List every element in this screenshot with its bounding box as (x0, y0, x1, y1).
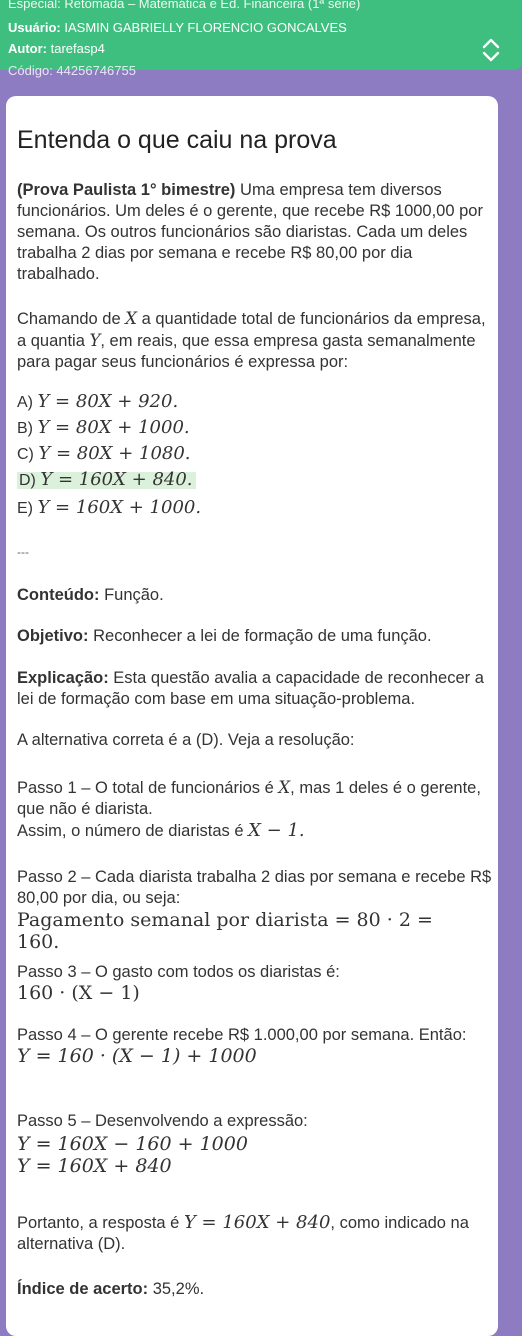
page-title: Entenda o que caiu na prova (17, 126, 337, 154)
separator: --- (17, 545, 29, 559)
option-c[interactable]: C) Y = 80X + 1080. (17, 443, 191, 464)
header-author-line (8, 41, 105, 56)
question-text: (Prova Paulista 1° bimestre) Uma empresa tem diversos funcionários. Um deles é o gerente, que recebe R$ 1000,00 por semana. Os outros funcionários são diaristas. Cada um deles trabalha 2 dias por semana e recebe R$ 80,00 por dia trabalhado. (17, 181, 483, 283)
option-b[interactable]: B) Y = 80X + 1000. (17, 417, 190, 438)
user-label: Usuário: (8, 20, 61, 35)
header-user-line (8, 20, 347, 35)
correct-answer-line: A alternativa correta é a (D). Veja a resolução: (17, 731, 355, 749)
explanation-card (6, 96, 498, 1336)
author-label: Autor: (8, 41, 47, 56)
accuracy-index: Índice de acerto: 35,2%. (17, 1280, 205, 1298)
step-3: Passo 3 – O gasto com todos os diaristas é: 160 · (X − 1) (17, 963, 340, 1004)
step-5: Passo 5 – Desenvolvendo a expressão: Y = 160X − 160 + 1000 Y = 160X + 840 (17, 1112, 308, 1177)
question-prompt: Chamando de X a quantidade total de funcionários da empresa, a quantia Y, em reais, que essa empresa gasta semanalmente para pagar seus funcionários é expressa por: (17, 309, 486, 371)
author-value: tarefasp4 (50, 41, 105, 56)
conclusion: Portanto, a resposta é Y = 160X + 840, como indicado na alternativa (D). (17, 1212, 469, 1253)
expand-collapse-icon[interactable] (480, 36, 502, 64)
option-a[interactable]: A) Y = 80X + 920. (17, 391, 179, 412)
option-e[interactable]: E) Y = 160X + 1000. (17, 497, 202, 518)
step-1: Passo 1 – O total de funcionários é X, mas 1 deles é o gerente, que não é diarista. Assim, o número de diaristas é X − 1. (17, 778, 481, 841)
assignment-header (0, 0, 522, 78)
option-d-correct[interactable]: D) Y = 160X + 840. (17, 469, 196, 490)
step-4: Passo 4 – O gerente recebe R$ 1.000,00 por semana. Então: Y = 160 · (X − 1) + 1000 (17, 1026, 467, 1067)
question-source: (Prova Paulista 1° bimestre) (17, 181, 236, 199)
header-activity-line: Especial: Retomada – Matemática e Ed. Financeira (1ª série) (8, 0, 361, 11)
step-2: Passo 2 – Cada diarista trabalha 2 dias por semana e recebe R$ 80,00 por dia, ou seja: Pagamento semanal por diarista = 80 · 2 = 160. (17, 868, 492, 953)
header-code-line: Código: 44256746755 (8, 63, 136, 78)
content-topic: Conteúdo: Função. (17, 586, 164, 604)
explanation: Explicação: Esta questão avalia a capacidade de reconhecer a lei de formação com base em uma situação-problema. (17, 669, 484, 708)
objective: Objetivo: Reconhecer a lei de formação de uma função. (17, 627, 432, 645)
user-value: IASMIN GABRIELLY FLORENCIO GONCALVES (64, 20, 347, 35)
